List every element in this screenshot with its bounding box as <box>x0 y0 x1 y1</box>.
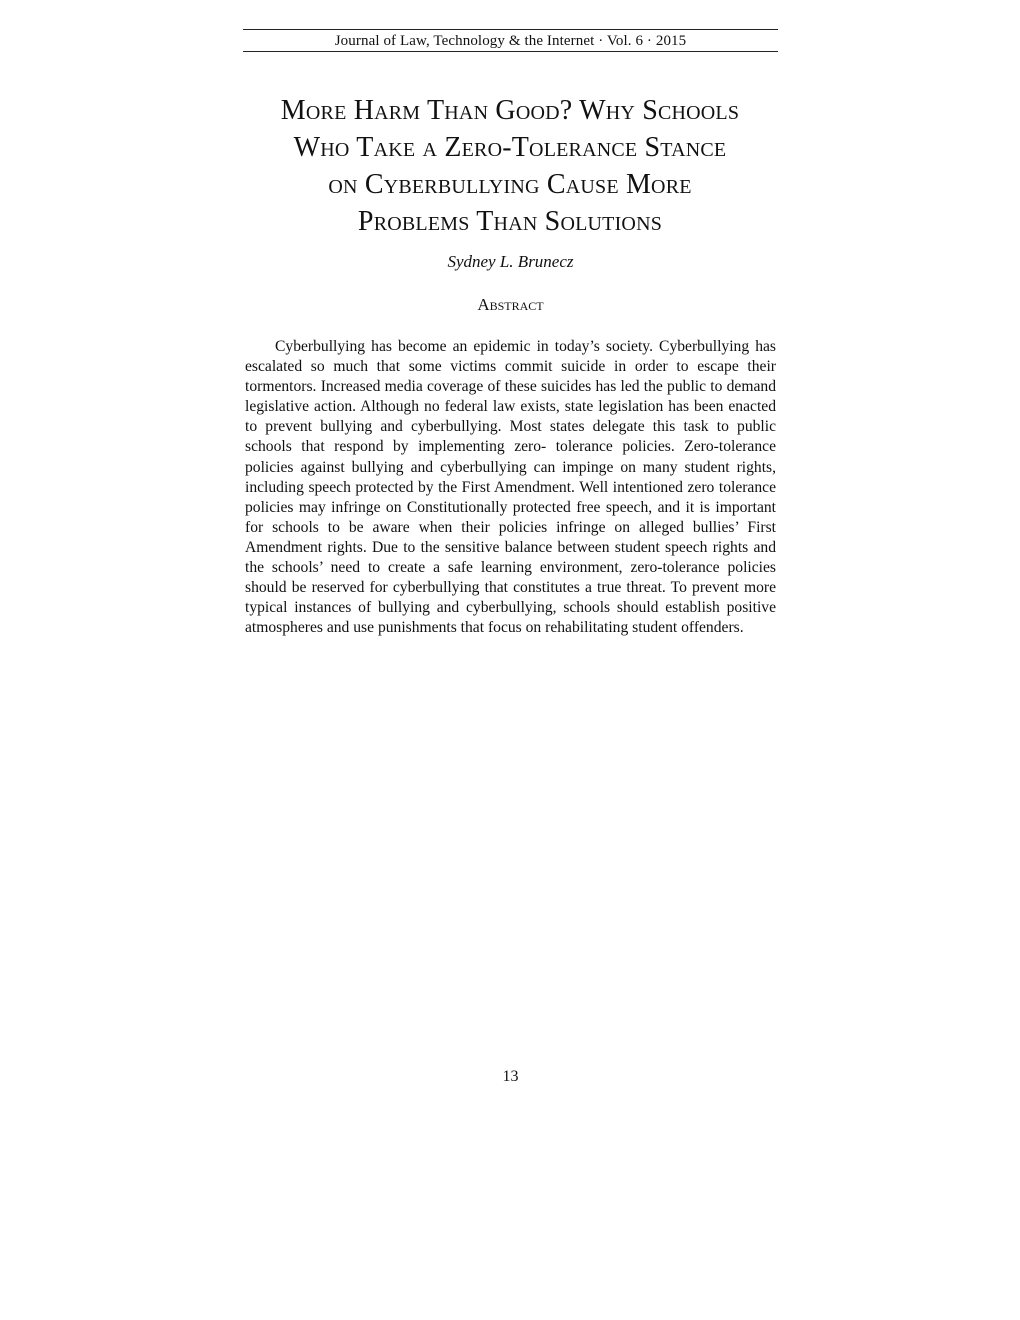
article-title <box>230 92 790 240</box>
page-number: 13 <box>502 1068 519 1085</box>
title-line: on Cyberbullying Cause More <box>328 169 692 200</box>
running-header: Journal of Law, Technology & the Internet · Vol. 6 · 2015 <box>243 29 778 52</box>
abstract-paragraph: Cyberbullying has become an epidemic in today’s society. Cyberbullying has escalated so much that some victims commit suicide in order to escape their tormentors. Increased media coverage of these suicides has led the public to demand legislative action. Although no federal law exists, state legislation has been enacted to prevent bullying and cyberbullying. Most states delegate this task to public schools that respond by implementing zero- tolerance policies. Zero-tolerance policies against bullying and cyberbullying can impinge on many student rights, including speech protected by the First Amendment. Well intentioned zero tolerance policies may infringe on Constitutionally protected free speech, and it is important for schools to be aware when their policies infringe on alleged bullies’ First Amendment rights. Due to the sensitive balance between student speech rights and the schools’ need to create a safe learning environment, zero-tolerance policies should be reserved for cyberbullying that constitutes a true threat. To prevent more typical instances of bullying and cyberbullying, schools should establish positive atmospheres and use punishments that focus on rehabilitating student offenders. <box>245 338 776 637</box>
abstract-heading: Abstract <box>477 295 544 314</box>
title-line: Problems Than Solutions <box>357 206 663 237</box>
title-line: Who Take a Zero-Tolerance Stance <box>293 132 727 163</box>
author-name: Sydney L. Brunecz <box>447 252 574 271</box>
title-line: More Harm Than Good? Why Schools <box>280 95 740 126</box>
